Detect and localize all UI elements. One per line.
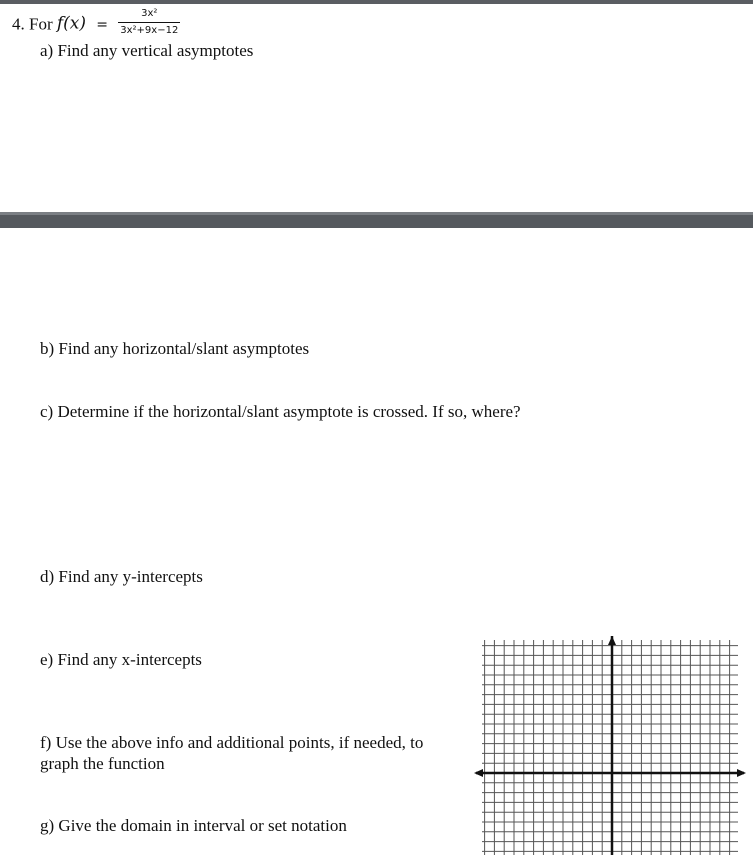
fraction-denominator: 3x²+9x−12 bbox=[120, 25, 179, 36]
fraction bbox=[118, 8, 180, 37]
part-f-line-1: f) Use the above info and additional points, if needed, to bbox=[40, 733, 424, 752]
part-c: c) Determine if the horizontal/slant asymptote is crossed. If so, where? bbox=[40, 402, 521, 421]
question-header bbox=[12, 10, 180, 39]
part-f-line-2: graph the function bbox=[40, 754, 165, 773]
page-divider bbox=[0, 212, 753, 228]
part-d: d) Find any y-intercepts bbox=[40, 567, 203, 586]
part-e: e) Find any x-intercepts bbox=[40, 650, 202, 669]
part-a: a) Find any vertical asymptotes bbox=[40, 41, 254, 60]
top-border bbox=[0, 0, 753, 4]
function-name: f(x) bbox=[56, 13, 87, 34]
equals-sign: = bbox=[96, 16, 109, 33]
x-axis-right-arrow bbox=[737, 769, 746, 777]
coordinate-grid bbox=[474, 636, 746, 855]
x-axis-left-arrow bbox=[474, 769, 483, 777]
question-number: 4. For bbox=[12, 14, 53, 34]
y-axis-up-arrow bbox=[608, 636, 616, 645]
part-g: g) Give the domain in interval or set notation bbox=[40, 816, 347, 835]
part-b: b) Find any horizontal/slant asymptotes bbox=[40, 339, 310, 358]
fraction-numerator: 3x² bbox=[118, 8, 180, 23]
